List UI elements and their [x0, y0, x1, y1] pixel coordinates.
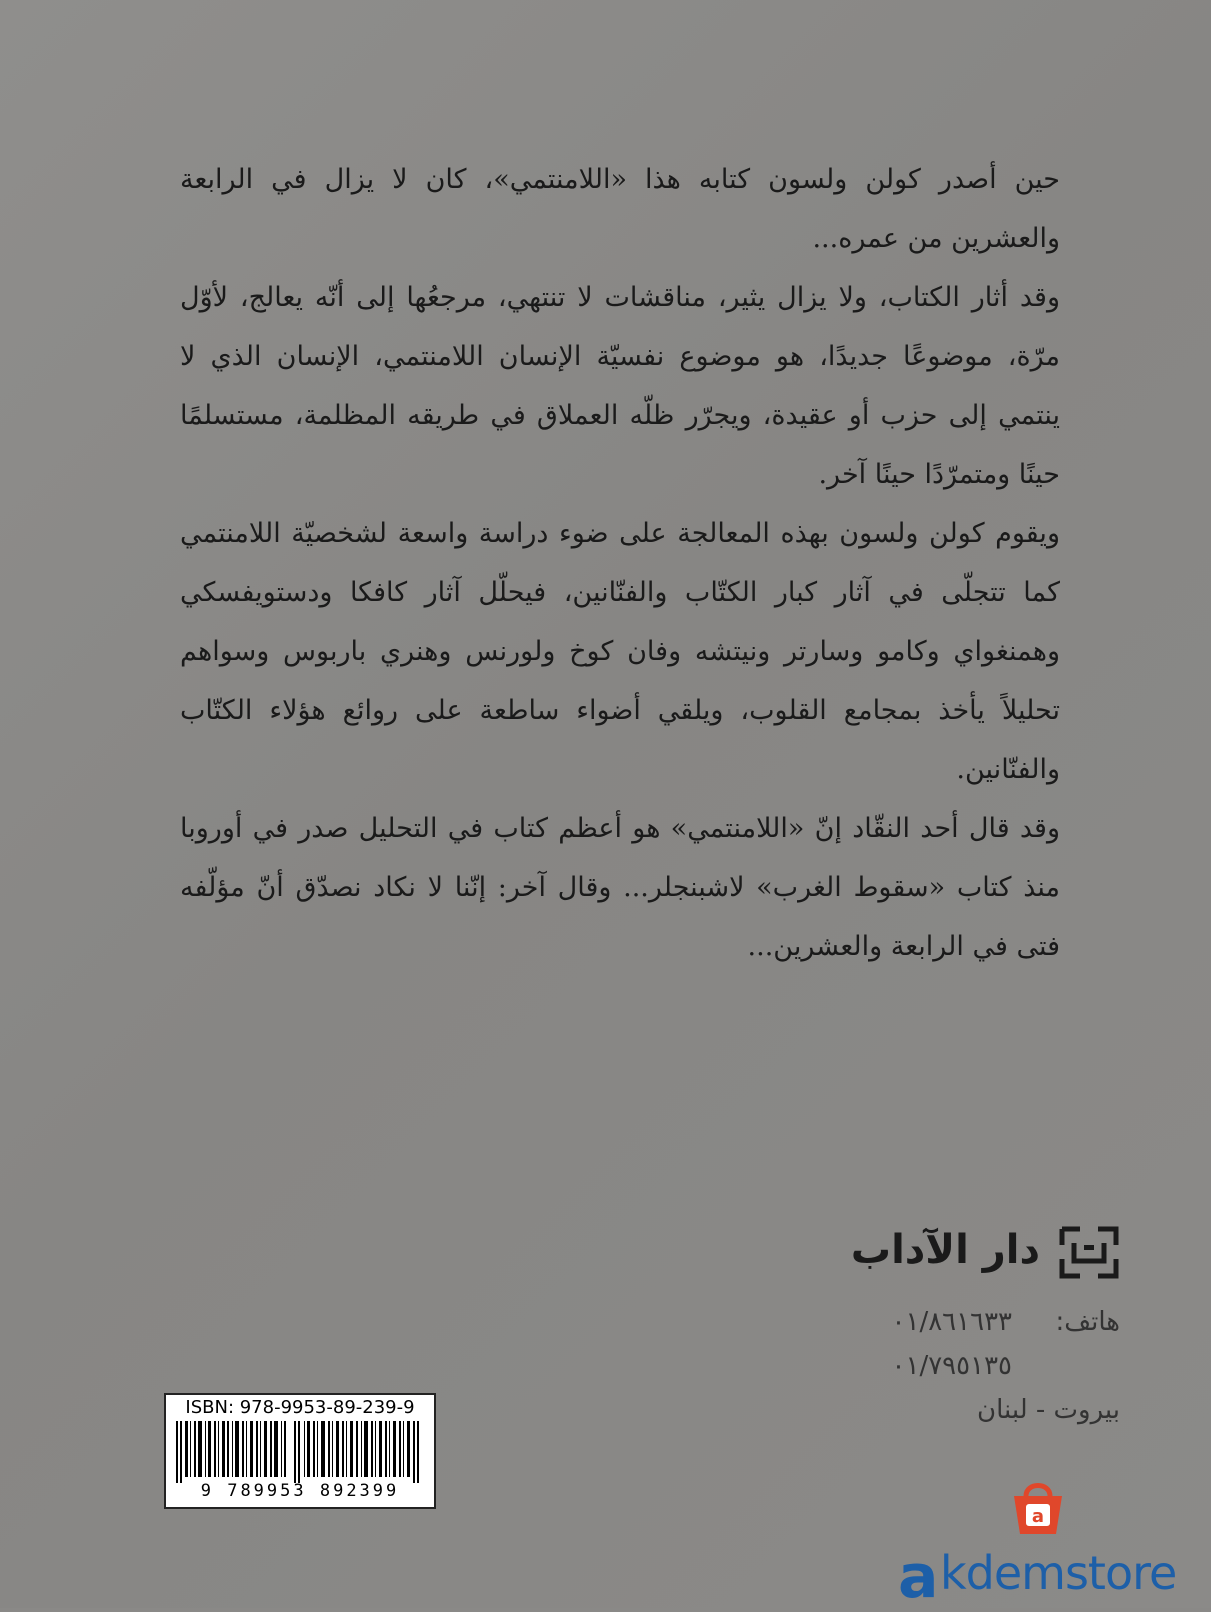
isbn-label: ISBN: 978-9953-89-239-9 — [185, 1397, 415, 1418]
barcode-digits: 9 789953 892399 — [200, 1481, 400, 1501]
store-logo-a: a — [898, 1542, 939, 1612]
phone-label: هاتف: — [1055, 1307, 1120, 1337]
blurb-paragraph-4: وقد قال أحد النقّاد إنّ «اللامنتمي» هو أعظم كتاب في التحليل صدر في أوروبا منذ كتاب «سقوط الغرب» لاشبنجلر... وقال آخر: إنّنا لا نكاد نصدّق أنّ مؤلّفه فتى في الرابعة والعشرين... — [180, 813, 1060, 962]
isbn-barcode-box — [164, 1393, 436, 1509]
store-watermark — [898, 1542, 1211, 1612]
phone-number-2: ٠١/٧٩٥١٣٥ — [891, 1351, 1012, 1381]
blurb-paragraph-3: ويقوم كولن ولسون بهذه المعالجة على ضوء دراسة واسعة لشخصيّة اللامنتمي كما تتجلّى في آثار كبار الكتّاب والفنّانين، فيحلّل آثار كافكا ودستويفسكي وهمنغواي وكامو وسارتر ونيتشه وفان كوخ ولورنس وهنري باربوس وسواهم تحليلاً يأخذ بمجامع القلوب، ويلقي أضواء ساطعة على روائع هؤلاء الكتّاب والفنّانين. — [180, 518, 1060, 785]
publisher-block — [820, 1225, 1120, 1285]
store-name: kdemstore — [940, 1546, 1177, 1600]
location-row — [820, 1388, 1120, 1432]
blurb-paragraph-1: حين أصدر كولن ولسون كتابه هذا «اللامنتمي»، كان لا يزال في الرابعة والعشرين من عمره... — [180, 164, 1060, 254]
barcode-icon — [176, 1421, 422, 1483]
phone-row-1 — [820, 1300, 1120, 1344]
svg-text:a: a — [1031, 1506, 1045, 1527]
publisher-contact — [820, 1300, 1120, 1432]
blurb-text — [180, 150, 1060, 976]
phone-row-2 — [820, 1344, 1120, 1388]
blurb-paragraph-2: وقد أثار الكتاب، ولا يزال يثير، مناقشات لا تنتهي، مرجعُها إلى أنّه يعالج، لأوّل مرّة، موضوعًا جديدًا، هو موضوع نفسيّة الإنسان اللامنتمي، الإنسان الذي لا ينتمي إلى حزب أو عقيدة، ويجرّر ظلّه العملاق في طريقه المظلمة، مستسلمًا حينًا ومتمرّدًا حينًا آخر. — [180, 282, 1060, 490]
publisher-logo-icon — [1058, 1225, 1120, 1280]
publisher-name: دار الآداب — [850, 1227, 1040, 1273]
publisher-location: بيروت - لبنان — [977, 1395, 1120, 1425]
phone-number-1: ٠١/٨٦١٦٣٣ — [891, 1307, 1012, 1337]
shopping-cart-icon — [1002, 1472, 1074, 1544]
